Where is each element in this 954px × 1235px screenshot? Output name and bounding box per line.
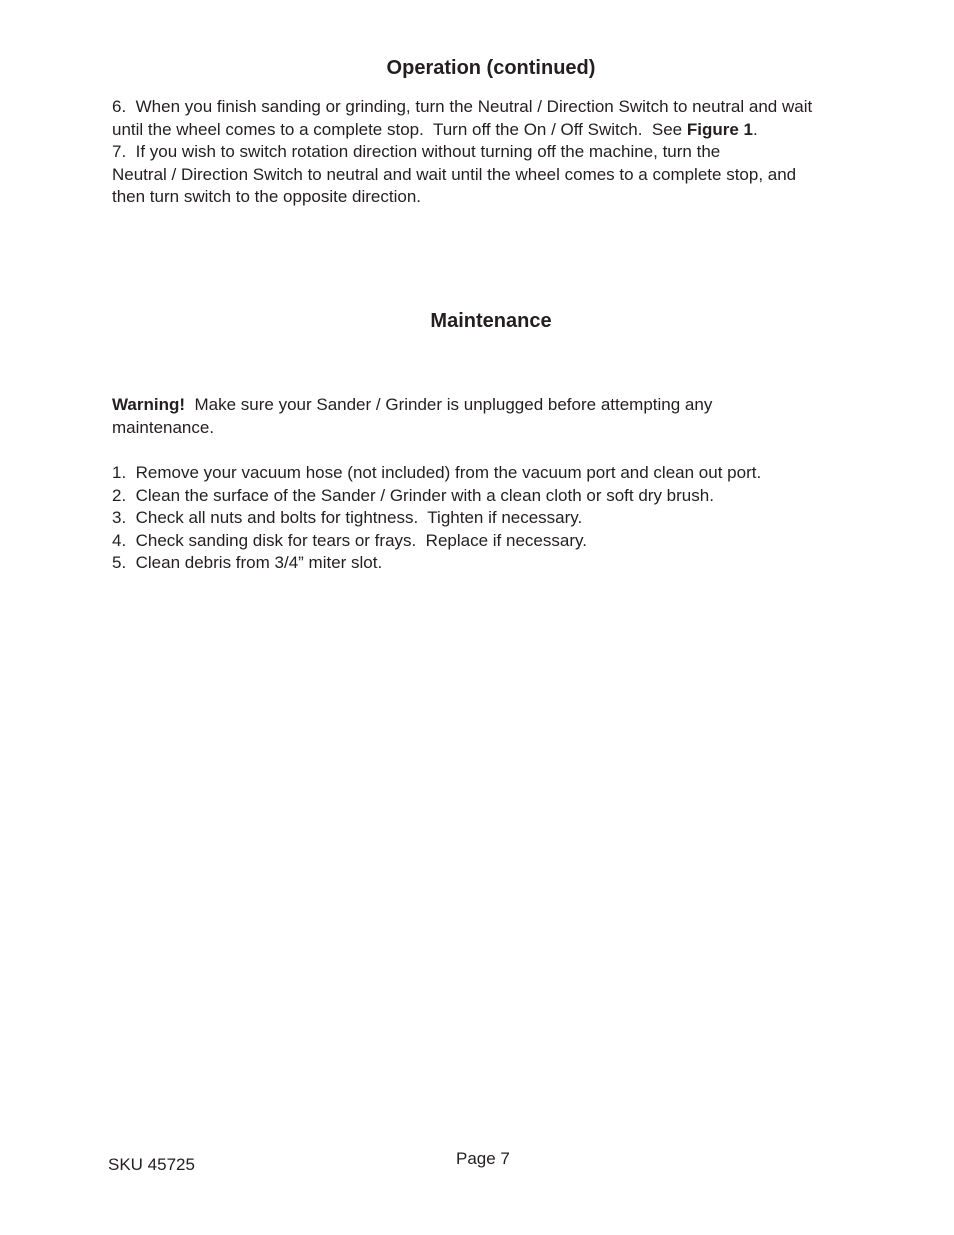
operation-step-7-line-1: 7. If you wish to switch rotation direction without turning off the machine, turn the bbox=[112, 142, 721, 162]
maintenance-step-1: 1. Remove your vacuum hose (not included) from the vacuum port and clean out port. bbox=[112, 463, 762, 482]
maintenance-steps bbox=[112, 462, 882, 575]
maintenance-step-3: 3. Check all nuts and bolts for tightness. Tighten if necessary. bbox=[112, 508, 583, 528]
figure-reference-period: . bbox=[752, 119, 758, 139]
operation-step-7-line-3: then turn switch to the opposite direction. bbox=[112, 187, 422, 207]
warning-line-2: maintenance. bbox=[112, 417, 215, 437]
operation-step-6-line-2 bbox=[112, 119, 882, 142]
operation-continued-heading: Operation (continued) bbox=[386, 57, 596, 79]
figure-reference: Figure 1 bbox=[686, 119, 753, 139]
page-number: Page 7 bbox=[456, 1149, 510, 1168]
operation-step-6-line-1: 6. When you finish sanding or grinding, turn the Neutral / Direction Switch to neutral and wait bbox=[112, 97, 813, 116]
maintenance-step-2: 2. Clean the surface of the Sander / Grinder with a clean cloth or soft dry brush. bbox=[112, 485, 714, 505]
maintenance-warning bbox=[112, 394, 882, 439]
warning-line-1 bbox=[112, 394, 882, 417]
maintenance-step-4: 4. Check sanding disk for tears or frays. Replace if necessary. bbox=[112, 530, 587, 550]
maintenance-heading: Maintenance bbox=[430, 310, 552, 332]
maintenance-step-5: 5. Clean debris from 3/4” miter slot. bbox=[112, 553, 383, 573]
warning-text: Make sure your Sander / Grinder is unplugged before attempting any bbox=[185, 395, 713, 414]
operation-step-6-text: until the wheel comes to a complete stop. Turn off the On / Off Switch. See bbox=[112, 119, 687, 139]
operation-steps bbox=[112, 96, 882, 209]
operation-step-7-line-2: Neutral / Direction Switch to neutral and wait until the wheel comes to a complete stop, and bbox=[112, 164, 797, 184]
sku-number: SKU 45725 bbox=[108, 1155, 195, 1174]
warning-label: Warning! bbox=[112, 395, 186, 414]
